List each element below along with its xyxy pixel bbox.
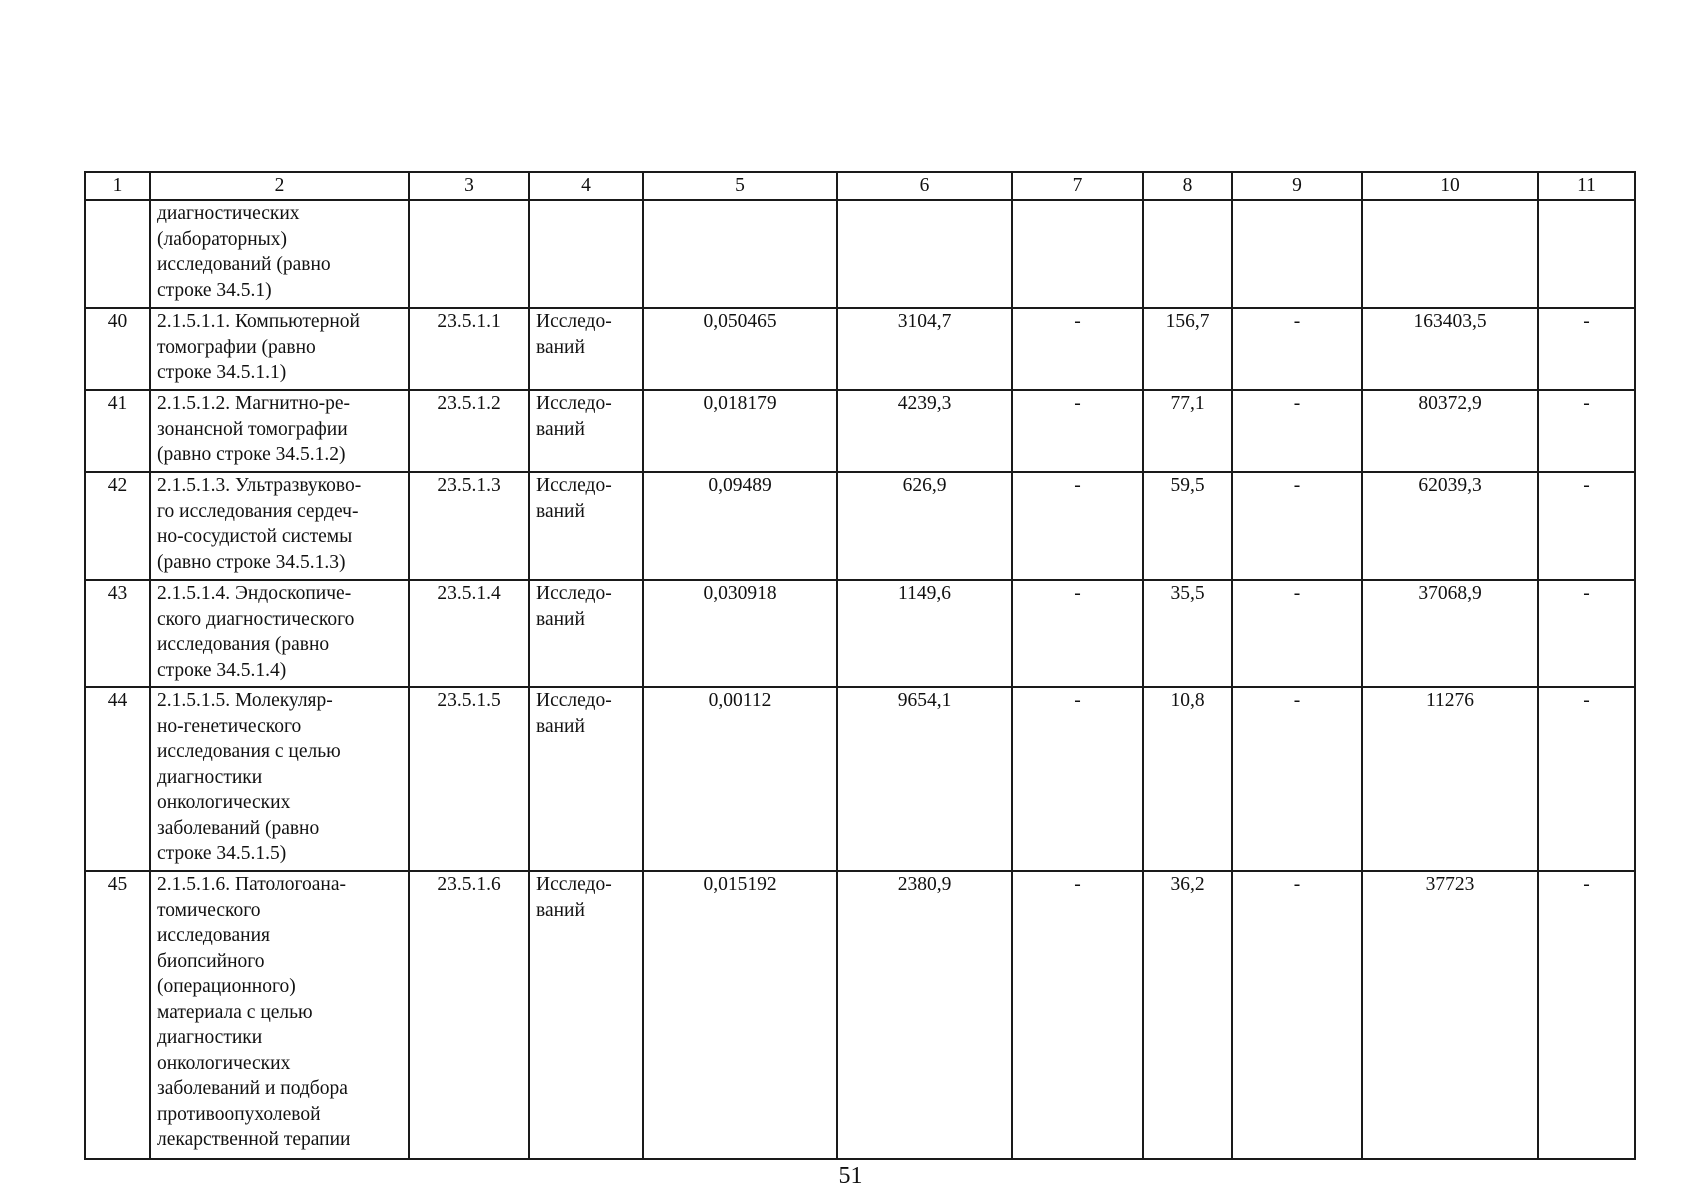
cell-col9	[1232, 200, 1362, 308]
cell-col8: 59,5	[1143, 472, 1232, 580]
cell-col9: -	[1232, 308, 1362, 390]
table-row	[85, 390, 1635, 472]
cell-code: 23.5.1.4	[409, 580, 529, 687]
table-row	[85, 308, 1635, 390]
header-cell-4: 4	[529, 172, 643, 200]
cell-col5: 0,030918	[643, 580, 837, 687]
cell-description: 2.1.5.1.3. Ультразвуково- го исследования сердеч- но-сосудистой системы (равно строке 34.5.1.3)	[150, 472, 409, 580]
cell-description: диагностических (лабораторных) исследований (равно строке 34.5.1)	[150, 200, 409, 308]
cell-description: 2.1.5.1.5. Молекуляр- но-генетического исследования с целью диагностики онкологических заболеваний (равно строке 34.5.1.5)	[150, 687, 409, 871]
cell-number: 42	[85, 472, 150, 580]
cell-col8: 10,8	[1143, 687, 1232, 871]
cell-col6	[837, 200, 1012, 308]
table-row	[85, 687, 1635, 871]
cell-description: 2.1.5.1.2. Магнитно-ре- зонансной томографии (равно строке 34.5.1.2)	[150, 390, 409, 472]
cell-col11: -	[1538, 871, 1635, 1159]
header-cell-2: 2	[150, 172, 409, 200]
cell-unit	[529, 200, 643, 308]
cell-col10: 11276	[1362, 687, 1538, 871]
cell-col10	[1362, 200, 1538, 308]
cell-col6: 3104,7	[837, 308, 1012, 390]
cell-col10: 37068,9	[1362, 580, 1538, 687]
cell-unit: Исследо- ваний	[529, 308, 643, 390]
cell-col6: 1149,6	[837, 580, 1012, 687]
header-cell-11: 11	[1538, 172, 1635, 200]
cell-col11: -	[1538, 472, 1635, 580]
cell-code: 23.5.1.5	[409, 687, 529, 871]
cell-col7	[1012, 200, 1143, 308]
cell-col6: 2380,9	[837, 871, 1012, 1159]
table-row	[85, 871, 1635, 1159]
cell-code: 23.5.1.2	[409, 390, 529, 472]
cell-col8	[1143, 200, 1232, 308]
cell-col10: 163403,5	[1362, 308, 1538, 390]
cell-code	[409, 200, 529, 308]
cell-col8: 77,1	[1143, 390, 1232, 472]
cell-col5	[643, 200, 837, 308]
cell-number: 40	[85, 308, 150, 390]
cell-col11: -	[1538, 308, 1635, 390]
cell-unit: Исследо- ваний	[529, 580, 643, 687]
cell-col10: 37723	[1362, 871, 1538, 1159]
cell-col10: 80372,9	[1362, 390, 1538, 472]
header-cell-10: 10	[1362, 172, 1538, 200]
table-row	[85, 580, 1635, 687]
cell-col5: 0,018179	[643, 390, 837, 472]
cell-col8: 156,7	[1143, 308, 1232, 390]
cell-col11: -	[1538, 580, 1635, 687]
cell-col7: -	[1012, 687, 1143, 871]
cell-number: 45	[85, 871, 150, 1159]
page-number: 51	[838, 1163, 863, 1189]
cell-col9: -	[1232, 472, 1362, 580]
cell-number: 41	[85, 390, 150, 472]
cell-unit: Исследо- ваний	[529, 687, 643, 871]
cell-unit: Исследо- ваний	[529, 390, 643, 472]
cell-description: 2.1.5.1.1. Компьютерной томографии (равно строке 34.5.1.1)	[150, 308, 409, 390]
cell-col5: 0,015192	[643, 871, 837, 1159]
cell-col9: -	[1232, 580, 1362, 687]
cell-col9: -	[1232, 390, 1362, 472]
cell-col7: -	[1012, 580, 1143, 687]
cell-col9: -	[1232, 687, 1362, 871]
cell-col7: -	[1012, 390, 1143, 472]
data-table	[84, 171, 1636, 1160]
header-cell-3: 3	[409, 172, 529, 200]
header-cell-1: 1	[85, 172, 150, 200]
header-cell-6: 6	[837, 172, 1012, 200]
cell-code: 23.5.1.1	[409, 308, 529, 390]
cell-unit: Исследо- ваний	[529, 871, 643, 1159]
cell-col7: -	[1012, 472, 1143, 580]
cell-col10: 62039,3	[1362, 472, 1538, 580]
cell-number: 43	[85, 580, 150, 687]
cell-col7: -	[1012, 308, 1143, 390]
header-cell-9: 9	[1232, 172, 1362, 200]
header-cell-5: 5	[643, 172, 837, 200]
cell-code: 23.5.1.6	[409, 871, 529, 1159]
cell-col5: 0,00112	[643, 687, 837, 871]
cell-number	[85, 200, 150, 308]
cell-col5: 0,050465	[643, 308, 837, 390]
cell-col11: -	[1538, 687, 1635, 871]
cell-col8: 35,5	[1143, 580, 1232, 687]
header-row	[85, 172, 1635, 200]
cell-description: 2.1.5.1.6. Патологоана- томического исследования биопсийного (операционного) материала с целью диагностики онкологических заболеваний и подбора противоопухолевой лекарственной терапии	[150, 871, 409, 1159]
header-cell-8: 8	[1143, 172, 1232, 200]
cell-col9: -	[1232, 871, 1362, 1159]
cell-description: 2.1.5.1.4. Эндоскопиче- ского диагностического исследования (равно строке 34.5.1.4)	[150, 580, 409, 687]
cell-col11	[1538, 200, 1635, 308]
cell-col6: 626,9	[837, 472, 1012, 580]
cell-col7: -	[1012, 871, 1143, 1159]
cell-unit: Исследо- ваний	[529, 472, 643, 580]
cell-col6: 9654,1	[837, 687, 1012, 871]
cell-col11: -	[1538, 390, 1635, 472]
cell-col5: 0,09489	[643, 472, 837, 580]
table-row	[85, 472, 1635, 580]
cell-number: 44	[85, 687, 150, 871]
header-cell-7: 7	[1012, 172, 1143, 200]
cell-col8: 36,2	[1143, 871, 1232, 1159]
cell-col6: 4239,3	[837, 390, 1012, 472]
table-row-continuation	[85, 200, 1635, 308]
cell-code: 23.5.1.3	[409, 472, 529, 580]
